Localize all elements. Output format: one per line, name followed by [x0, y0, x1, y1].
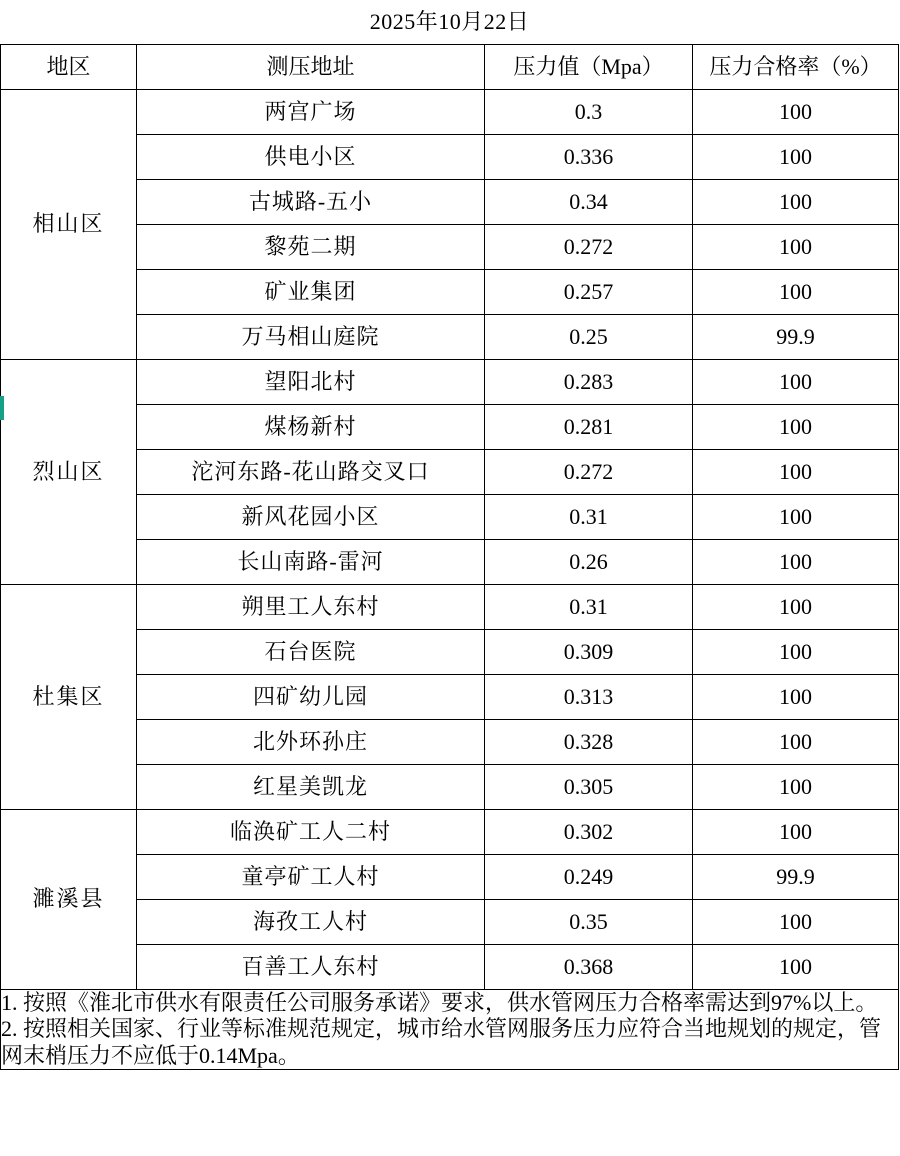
- address-cell: 沱河东路-花山路交叉口: [137, 450, 485, 495]
- pressure-value-cell: 0.281: [485, 405, 693, 450]
- pressure-value-cell: 0.25: [485, 315, 693, 360]
- pass-rate-cell: 100: [693, 765, 899, 810]
- title-row: [1, 0, 899, 45]
- pass-rate-cell: 100: [693, 585, 899, 630]
- address-cell: 新风花园小区: [137, 495, 485, 540]
- address-cell: 临涣矿工人二村: [137, 810, 485, 855]
- address-cell: 石台医院: [137, 630, 485, 675]
- pressure-value-cell: 0.34: [485, 180, 693, 225]
- pass-rate-cell: 100: [693, 675, 899, 720]
- table-row: [1, 810, 899, 855]
- notes-row: [1, 990, 899, 1070]
- pass-rate-cell: 100: [693, 450, 899, 495]
- pass-rate-cell: 100: [693, 90, 899, 135]
- note-line: 2. 按照相关国家、行业等标准规范规定，城市给水管网服务压力应符合当地规划的规定，管网末梢压力不应低于0.14Mpa。: [1, 1016, 882, 1068]
- notes-cell: [1, 990, 899, 1070]
- address-cell: 朔里工人东村: [137, 585, 485, 630]
- table-row: [1, 585, 899, 630]
- pressure-value-cell: 0.305: [485, 765, 693, 810]
- address-cell: 海孜工人村: [137, 900, 485, 945]
- pressure-value-cell: 0.309: [485, 630, 693, 675]
- pressure-value-cell: 0.35: [485, 900, 693, 945]
- header-row: [1, 45, 899, 90]
- region-cell: 濉溪县: [1, 810, 137, 990]
- address-cell: 古城路-五小: [137, 180, 485, 225]
- pass-rate-cell: 100: [693, 945, 899, 990]
- pass-rate-cell: 99.9: [693, 855, 899, 900]
- note-line: 1. 按照《淮北市供水有限责任公司服务承诺》要求，供水管网压力合格率需达到97%以上。: [1, 990, 878, 1015]
- pressure-value-cell: 0.328: [485, 720, 693, 765]
- pressure-value-cell: 0.283: [485, 360, 693, 405]
- pass-rate-cell: 100: [693, 270, 899, 315]
- pressure-value-cell: 0.31: [485, 585, 693, 630]
- pass-rate-cell: 100: [693, 810, 899, 855]
- pass-rate-cell: 100: [693, 495, 899, 540]
- pass-rate-cell: 100: [693, 540, 899, 585]
- pressure-value-cell: 0.272: [485, 450, 693, 495]
- region-cell: 相山区: [1, 90, 137, 360]
- pass-rate-cell: 100: [693, 630, 899, 675]
- pressure-value-cell: 0.313: [485, 675, 693, 720]
- address-cell: 红星美凯龙: [137, 765, 485, 810]
- report-title: 2025年10月22日: [369, 8, 530, 34]
- region-cell: 杜集区: [1, 585, 137, 810]
- address-cell: 四矿幼儿园: [137, 675, 485, 720]
- pass-rate-cell: 100: [693, 360, 899, 405]
- pass-rate-cell: 100: [693, 405, 899, 450]
- pass-rate-cell: 100: [693, 720, 899, 765]
- column-header-value: 压力值（Mpa）: [485, 45, 693, 90]
- address-cell: 两宫广场: [137, 90, 485, 135]
- pressure-value-cell: 0.3: [485, 90, 693, 135]
- pressure-value-cell: 0.26: [485, 540, 693, 585]
- column-header-address: 测压地址: [137, 45, 485, 90]
- region-cell: 烈山区: [1, 360, 137, 585]
- address-cell: 长山南路-雷河: [137, 540, 485, 585]
- pass-rate-cell: 99.9: [693, 315, 899, 360]
- table-row: [1, 90, 899, 135]
- address-cell: 黎苑二期: [137, 225, 485, 270]
- edge-accent-marker: [0, 396, 4, 420]
- table-row: [1, 360, 899, 405]
- column-header-rate: 压力合格率（%）: [693, 45, 899, 90]
- column-header-region: 地区: [1, 45, 137, 90]
- pass-rate-cell: 100: [693, 135, 899, 180]
- address-cell: 望阳北村: [137, 360, 485, 405]
- pressure-value-cell: 0.302: [485, 810, 693, 855]
- pressure-value-cell: 0.31: [485, 495, 693, 540]
- pressure-value-cell: 0.249: [485, 855, 693, 900]
- pressure-value-cell: 0.336: [485, 135, 693, 180]
- address-cell: 供电小区: [137, 135, 485, 180]
- address-cell: 童亭矿工人村: [137, 855, 485, 900]
- address-cell: 万马相山庭院: [137, 315, 485, 360]
- pass-rate-cell: 100: [693, 225, 899, 270]
- pass-rate-cell: 100: [693, 900, 899, 945]
- address-cell: 煤杨新村: [137, 405, 485, 450]
- pressure-value-cell: 0.257: [485, 270, 693, 315]
- pressure-value-cell: 0.272: [485, 225, 693, 270]
- pressure-value-cell: 0.368: [485, 945, 693, 990]
- address-cell: 百善工人东村: [137, 945, 485, 990]
- address-cell: 北外环孙庄: [137, 720, 485, 765]
- pass-rate-cell: 100: [693, 180, 899, 225]
- address-cell: 矿业集团: [137, 270, 485, 315]
